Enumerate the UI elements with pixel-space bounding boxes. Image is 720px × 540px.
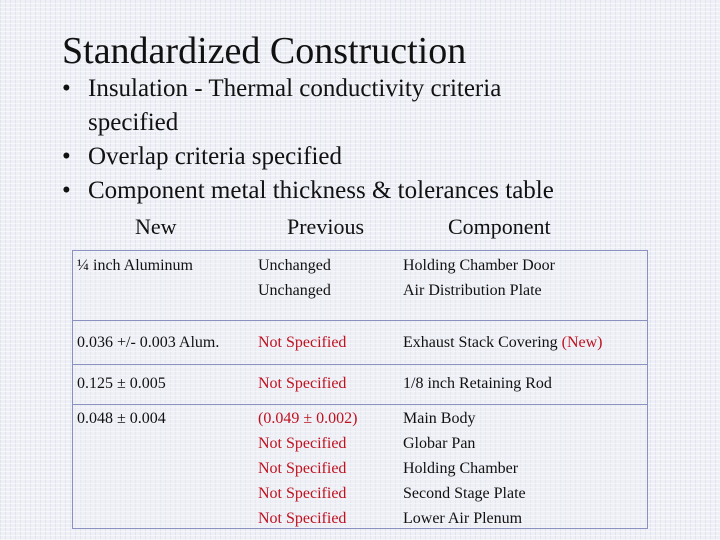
cell-previous <box>258 406 357 531</box>
cell-new: 0.048 ± 0.004 <box>77 410 166 427</box>
cell-previous: Not Specified <box>258 334 347 351</box>
column-header-new: New <box>135 214 177 239</box>
bullet-text: Component metal thickness & tolerances table <box>88 177 554 204</box>
previous-line: Not Specified <box>258 510 347 527</box>
bullet-text-continued: specified <box>88 109 179 136</box>
bullet-text: Insulation - Thermal conductivity criteria <box>88 75 502 102</box>
table-header <box>0 214 720 244</box>
component-line: Exhaust Stack Covering <box>403 334 558 351</box>
column-header-component: Component <box>448 214 551 239</box>
bullet-item <box>62 174 662 208</box>
previous-line: Not Specified <box>258 435 347 452</box>
component-line: Second Stage Plate <box>403 485 526 502</box>
previous-line: Not Specified <box>258 460 347 477</box>
previous-line: Unchanged <box>258 257 331 274</box>
cell-new: 0.125 ± 0.005 <box>77 375 166 392</box>
cell-new: 0.036 +/- 0.003 Alum. <box>77 334 220 351</box>
previous-line: (0.049 ± 0.002) <box>258 410 358 427</box>
bullet-dot: • <box>62 177 71 204</box>
bullet-item <box>62 72 662 140</box>
cell-new: ¼ inch Aluminum <box>77 257 193 274</box>
component-line: Main Body <box>403 410 476 427</box>
column-header-previous: Previous <box>287 214 364 239</box>
bullet-text: Overlap criteria specified <box>88 143 343 170</box>
component-line: Air Distribution Plate <box>403 282 542 299</box>
bullet-list <box>62 72 662 208</box>
cell-component <box>403 406 526 531</box>
thickness-table <box>72 250 648 529</box>
table-row <box>73 365 647 405</box>
table-row <box>73 321 647 365</box>
table-row <box>73 405 647 528</box>
slide-title: Standardized Construction <box>62 30 467 72</box>
bullet-dot: • <box>62 75 71 102</box>
previous-line: Unchanged <box>258 282 331 299</box>
table-row <box>73 251 647 321</box>
cell-previous <box>258 253 331 303</box>
new-tag: (New) <box>561 334 603 351</box>
component-line: Lower Air Plenum <box>403 510 523 527</box>
previous-line: Not Specified <box>258 485 347 502</box>
component-line: Globar Pan <box>403 435 476 452</box>
component-line: Holding Chamber <box>403 460 519 477</box>
bullet-dot: • <box>62 143 71 170</box>
component-line: Holding Chamber Door <box>403 257 555 274</box>
cell-component: 1/8 inch Retaining Rod <box>403 375 552 392</box>
bullet-item <box>62 140 662 174</box>
cell-component <box>403 330 603 355</box>
cell-component <box>403 253 555 303</box>
cell-previous: Not Specified <box>258 375 347 392</box>
